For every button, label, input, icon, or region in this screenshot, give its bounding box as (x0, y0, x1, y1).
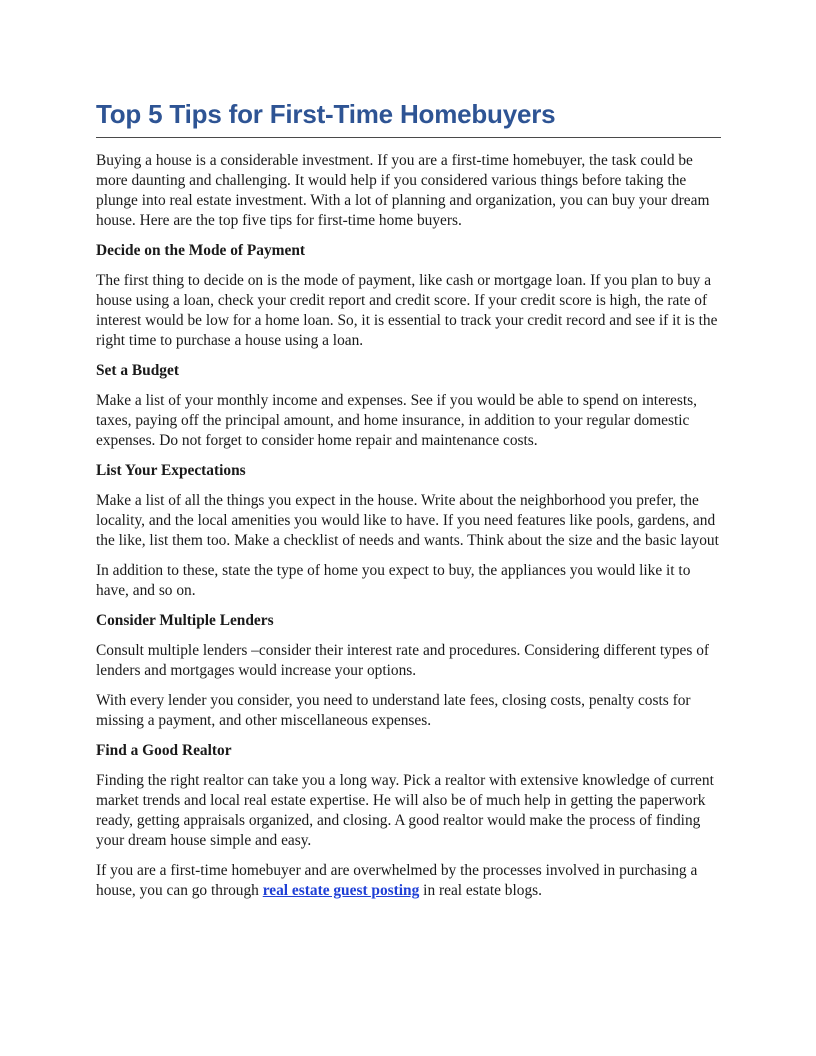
closing-text-after-link: in real estate blogs. (419, 882, 542, 899)
section-heading-budget: Set a Budget (96, 362, 179, 379)
lenders-paragraph-1: Consult multiple lenders –consider their interest rate and procedures. Considering different types of lenders and mortgages would increase your options. (96, 642, 710, 679)
intro-paragraph: Buying a house is a considerable investment. If you are a first-time homebuyer, the task could be more daunting and challenging. It would help if you considered various things before taking the plunge into real estate investment. With a lot of planning and organization, you can buy your dream house. Here are the top five tips for first-time home buyers. (96, 152, 710, 229)
expectations-paragraph-2: In addition to these, state the type of home you expect to buy, the appliances you would like it to have, and so on. (96, 562, 691, 599)
budget-paragraph: Make a list of your monthly income and expenses. See if you would be able to spend on interests, taxes, paying off the principal amount, and home insurance, in addition to your regular domestic expenses. Do not forget to consider home repair and maintenance costs. (96, 392, 697, 449)
section-heading-payment: Decide on the Mode of Payment (96, 242, 306, 259)
payment-paragraph: The first thing to decide on is the mode of payment, like cash or mortgage loan. If you plan to buy a house using a loan, check your credit report and credit score. If your credit score is high, the rate of interest would be low for a home loan. So, it is essential to track your credit record and see if it is the right time to purchase a house using a loan. (96, 272, 718, 349)
expectations-paragraph-1: Make a list of all the things you expect in the house. Write about the neighborhood you prefer, the locality, and the local amenities you would like to have. If you need features like pools, gardens, and the like, list them too. Make a checklist of needs and wants. Think about the size and the basic layout (96, 492, 719, 549)
section-heading-realtor: Find a Good Realtor (96, 742, 232, 759)
realtor-paragraph: Finding the right realtor can take you a long way. Pick a realtor with extensive knowledge of current market trends and local real estate expertise. He will also be of much help in getting the paperwork ready, getting appraisals organized, and closing. A good realtor would make the process of finding your dream house simple and easy. (96, 772, 714, 849)
guest-posting-link[interactable]: real estate guest posting (262, 882, 420, 899)
closing-text-before-link: If you are a first-time homebuyer and are overwhelmed by the processes involved in purchasing a house, you can go through (96, 862, 698, 899)
document-page (96, 96, 721, 901)
lenders-paragraph-2: With every lender you consider, you need to understand late fees, closing costs, penalty costs for missing a payment, and other miscellaneous expenses. (96, 692, 691, 729)
page-title: Top 5 Tips for First-Time Homebuyers (96, 96, 721, 138)
section-heading-expectations: List Your Expectations (96, 462, 246, 479)
closing-paragraph (96, 861, 721, 901)
section-heading-lenders: Consider Multiple Lenders (96, 612, 274, 629)
